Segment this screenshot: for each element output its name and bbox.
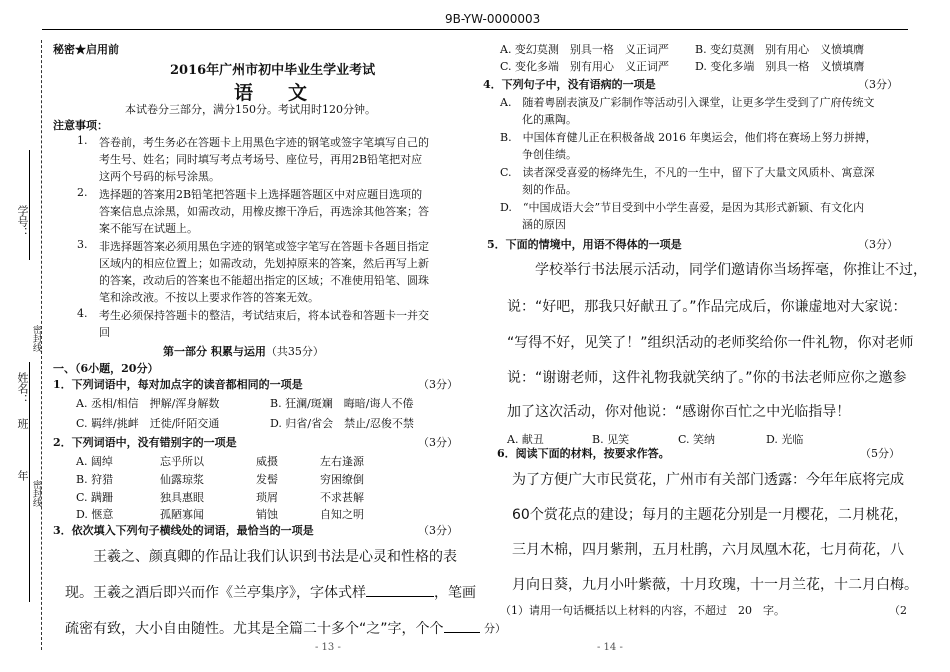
q4-score: （3分） bbox=[858, 78, 898, 91]
q2-score: （3分） bbox=[418, 436, 458, 449]
grade-label: 年 bbox=[16, 470, 29, 481]
q5-option-b: B. 见笑 bbox=[592, 433, 630, 446]
q2-option-a: A. 阔绰 bbox=[76, 455, 113, 468]
part1-score: （共35分） bbox=[265, 345, 324, 358]
q2-word: 不求甚解 bbox=[320, 491, 364, 504]
q3-blank-2 bbox=[444, 632, 480, 633]
q2-word: 琐屑 bbox=[256, 491, 278, 504]
student-number-label: 学号： bbox=[16, 205, 29, 238]
q2-option-c: C. 蹒跚 bbox=[76, 491, 114, 504]
q5-option-a: A. 献丑 bbox=[507, 433, 544, 446]
notice-2-line: 选择题的答案用2B铅笔把答题卡上选择题答题区中对应题目选项的 bbox=[99, 188, 423, 201]
q2-word: 发髻 bbox=[256, 473, 278, 486]
q2-word: 左右逢源 bbox=[320, 455, 364, 468]
exam-description: 本试卷分三部分，满分150分。考试用时120分钟。 bbox=[125, 103, 376, 116]
q5-passage-line: 加了这次活动，你对他说：“感谢你百忙之中光临指导！ bbox=[507, 404, 851, 420]
q6-subquestion-1-score: （2 bbox=[889, 604, 907, 617]
q6-passage-line: 60个赏花点的建设；每月的主题花分别是一月樱花，二月桃花， bbox=[512, 507, 908, 523]
q3-option-a: A. 变幻莫测 别具一格 义正词严 bbox=[500, 43, 669, 56]
notice-4-line: 回 bbox=[99, 326, 110, 339]
notice-2-num: 2. bbox=[77, 186, 88, 199]
q6-score: （5分） bbox=[860, 447, 900, 460]
q2-word: 忘乎所以 bbox=[160, 455, 204, 468]
exam-title: 2016年广州市初中毕业生学业考试 bbox=[170, 63, 376, 78]
q4-option-a: A. 随着粤剧表演及广彩制作等活动引入课堂，让更多学生受到了广府传统文 bbox=[500, 96, 875, 109]
class-label: 班 bbox=[16, 418, 29, 429]
q1-option-d: D. 归省/省会 禁止/忍俊不禁 bbox=[270, 417, 414, 430]
notice-3-line: 区域内的相应位置上；如需改动，先划掉原来的答案，然后再写上新 bbox=[99, 257, 429, 270]
q4-option-d-cont: 涵的原因 bbox=[522, 218, 566, 231]
q4-option-b-cont: 争创佳绩。 bbox=[522, 148, 577, 161]
q5-option-d: D. 光临 bbox=[766, 433, 804, 446]
name-underline bbox=[29, 362, 30, 602]
notice-3-line: 非选择题答案必须用黑色字迹的钢笔或签字笔写在答题卡各题目指定 bbox=[99, 240, 429, 253]
notice-2-line: 答案信息点涂黑，如需改动，用橡皮擦干净后，再选涂其他答案；答 bbox=[99, 205, 429, 218]
q4-stem: 4．下列句子中，没有语病的一项是 bbox=[483, 78, 656, 91]
q6-subquestion-1: （1）请用一句话概括以上材料的内容，不超过 20 字。 bbox=[500, 604, 785, 617]
notice-title: 注意事项： bbox=[53, 119, 108, 132]
q2-option-d: D. 惬意 bbox=[76, 508, 114, 521]
subject-title: 语 文 bbox=[234, 82, 316, 104]
q2-stem: 2．下列词语中，没有错别字的一项是 bbox=[53, 436, 237, 449]
q2-word: 威摄 bbox=[256, 455, 278, 468]
q5-option-c: C. 笑纳 bbox=[678, 433, 716, 446]
q3-option-d: D. 变化多端 别具一格 义愤填膺 bbox=[695, 60, 865, 73]
q5-passage-line: 说：“好吧，那我只好献丑了。”作品完成后，你谦虚地对大家说： bbox=[507, 299, 907, 315]
q2-word: 独具惠眼 bbox=[160, 491, 204, 504]
q3-option-b: B. 变幻莫测 别有用心 义愤填膺 bbox=[695, 43, 865, 56]
q3-passage-text: 现。王羲之酒后即兴而作《兰亭集序》，字体式样 bbox=[65, 585, 366, 601]
q3-stem: 3．依次填入下列句子横线处的词语，最恰当的一项是 bbox=[53, 524, 314, 537]
header-rule bbox=[42, 29, 908, 30]
student-number-underline bbox=[29, 150, 30, 260]
document-code: 9B-YW-0000003 bbox=[445, 12, 541, 26]
q3-option-c: C. 变化多端 别有用心 义正词严 bbox=[500, 60, 670, 73]
notice-1-num: 1. bbox=[77, 134, 88, 147]
section1-title: 一、（6小题，20分） bbox=[53, 362, 159, 375]
q3-passage-line: 王羲之、颜真卿的作品让我们认识到书法是心灵和性格的表 bbox=[93, 549, 457, 565]
q2-word: 穷困缭倒 bbox=[320, 473, 364, 486]
q3-score: （3分） bbox=[418, 524, 458, 537]
q2-word: 自知之明 bbox=[320, 508, 364, 521]
seal-line-label-1: 密封线 bbox=[31, 325, 41, 352]
secret-mark: 秘密★启用前 bbox=[53, 43, 119, 56]
q1-option-a: A. 丞相/相信 押解/浑身解数 bbox=[76, 397, 220, 410]
q1-option-c: C. 羁绊/挑衅 迁徙/阡陌交通 bbox=[76, 417, 220, 430]
q2-word: 仙露琼浆 bbox=[160, 473, 204, 486]
page-number-right: - 14 - bbox=[597, 642, 623, 653]
notice-1-line: 答卷前，考生务必在答题卡上用黑色字迹的钢笔或签字笔填写自己的 bbox=[99, 136, 429, 149]
notice-3-line: 笔和涂改液。不按以上要求作答的答案无效。 bbox=[99, 291, 319, 304]
q3-passage-text: ，笔画 bbox=[434, 585, 476, 601]
q3-blank-1 bbox=[366, 596, 434, 597]
q4-option-c: C. 读者深受喜爱的杨绛先生，不凡的一生中，留下了大量文风质朴、寓意深 bbox=[500, 166, 875, 179]
notice-4-line: 考生必须保持答题卡的整洁，考试结束后，将本试卷和答题卡一并交 bbox=[99, 309, 429, 322]
q4-option-d: D. “中国成语大会”节目受到中小学生喜爱，是因为其形式新颖、有文化内 bbox=[500, 201, 865, 214]
q2-word: 销蚀 bbox=[256, 508, 278, 521]
notice-1-line: 考生号、姓名；同时填写考点考场号、座位号，再用2B铅笔把对应 bbox=[99, 153, 423, 166]
q6-passage-line: 为了方便广大市民赏花，广州市有关部门透露：今年年底将完成 bbox=[512, 472, 904, 488]
q2-word: 孤陋寡闻 bbox=[160, 508, 204, 521]
q3-passage-line bbox=[65, 618, 480, 638]
q3-passage-line bbox=[65, 582, 476, 602]
q1-score: （3分） bbox=[418, 378, 458, 391]
q2-option-b: B. 狩猎 bbox=[76, 473, 114, 486]
seal-line-label-2: 密封线 bbox=[31, 480, 41, 507]
q5-stem: 5．下面的情境中，用语不得体的一项是 bbox=[487, 238, 682, 251]
q1-stem: 1．下列词语中，每对加点字的读音都相同的一项是 bbox=[53, 378, 303, 391]
q5-score: （3分） bbox=[858, 238, 898, 251]
q5-passage-line: 说：“谢谢老师，这件礼物我就笑纳了。”你的书法老师应你之邀参 bbox=[507, 370, 907, 386]
q6-stem: 6．阅读下面的材料，按要求作答。 bbox=[497, 447, 670, 460]
name-label: 姓名： bbox=[16, 372, 29, 405]
notice-1-line: 这两个号码的标号涂黑。 bbox=[99, 170, 220, 183]
q6-passage-line: 三月木棉，四月紫荆，五月杜鹃，六月凤凰木花，七月荷花，八 bbox=[512, 542, 904, 558]
q5-passage-line: 学校举行书法展示活动，同学们邀请你当场挥毫，你推让不过， bbox=[535, 262, 927, 278]
q5-passage-line: “写得不好，见笑了！”组织活动的老师奖给你一件礼物，你对老师 bbox=[507, 335, 914, 351]
q4-option-a-cont: 化的熏陶。 bbox=[522, 113, 577, 126]
q4-option-b: B. 中国体育健儿正在积极备战 2016 年奥运会，他们将在赛场上努力拼搏， bbox=[500, 131, 877, 144]
notice-3-line: 的答案，改动后的答案也不能超出指定的区域；不准使用铅笔、圆珠 bbox=[99, 274, 429, 287]
part1-title-text: 第一部分 积累与运用 bbox=[163, 345, 266, 358]
q3-passage-text: 疏密有致，大小自由随性。尤其是全篇二十多个“之”字，个个 bbox=[65, 621, 444, 637]
q1-option-b: B. 狂澜/斑斓 晦暗/诲人不倦 bbox=[270, 397, 414, 410]
notice-4-num: 4. bbox=[77, 307, 88, 320]
page-number-left: - 13 - bbox=[315, 642, 341, 653]
q4-option-c-cont: 刻的作品。 bbox=[522, 183, 577, 196]
notice-3-num: 3. bbox=[77, 238, 88, 251]
q6-subquestion-1-score-tail: 分） bbox=[484, 622, 506, 635]
notice-2-line: 案不能写在试题上。 bbox=[99, 222, 198, 235]
q6-passage-line: 月向日葵，九月小叶紫薇，十月玫瑰，十一月兰花，十二月白梅。 bbox=[512, 577, 918, 593]
part1-title bbox=[163, 343, 324, 359]
